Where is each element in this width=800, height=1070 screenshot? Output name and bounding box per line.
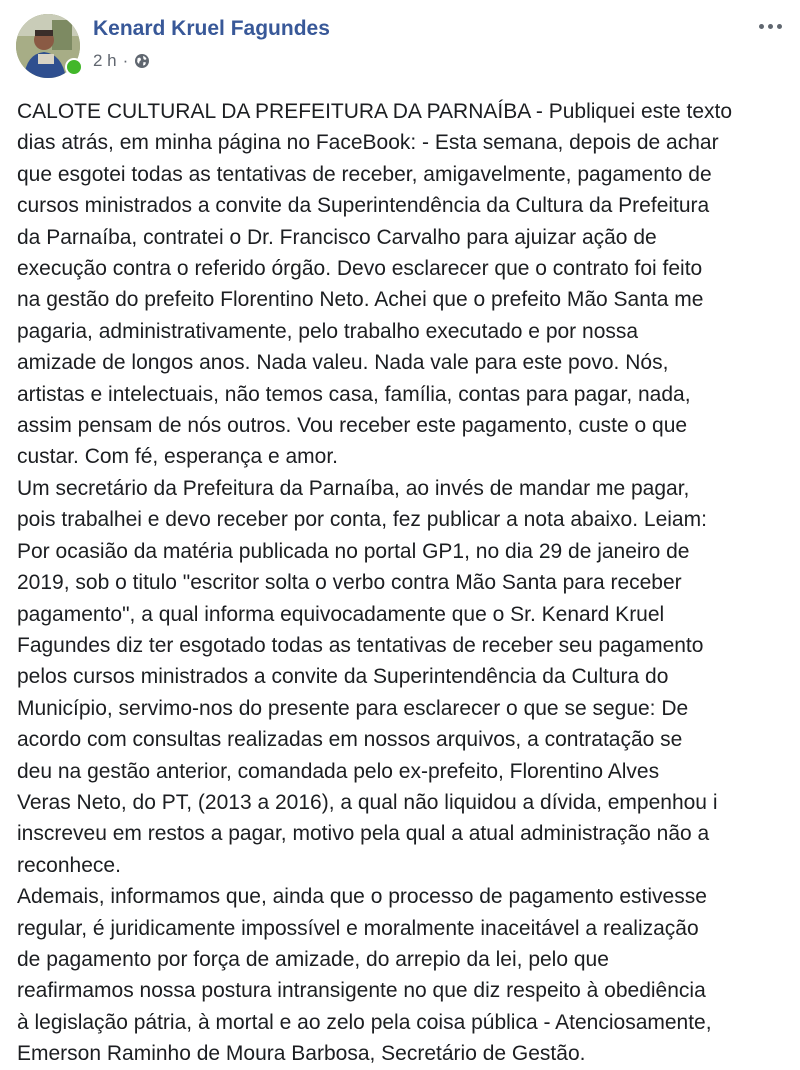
author-name[interactable]: Kenard Kruel Fagundes xyxy=(93,17,330,40)
post-text-line: à legislação pátria, à mortal e ao zelo pela coisa pública - Atenciosamente, xyxy=(17,1010,712,1034)
post-text xyxy=(17,96,785,1070)
post-text-line: deu na gestão anterior, comandada pelo ex-prefeito, Florentino Alves xyxy=(17,759,660,783)
globe-icon[interactable] xyxy=(134,53,150,69)
post-text-line: Ademais, informamos que, ainda que o processo de pagamento estivesse xyxy=(17,885,707,909)
post-text-line: execução contra o referido órgão. Devo esclarecer que o contrato foi feito xyxy=(17,257,703,281)
post-text-line: reafirmamos nossa postura intransigente no que diz respeito à obediência xyxy=(17,979,706,1003)
post-text-line: que esgotei todas as tentativas de receber, amigavelmente, pagamento de xyxy=(17,162,712,186)
post-text-line: na gestão do prefeito Florentino Neto. Achei que o prefeito Mão Santa me xyxy=(17,288,704,312)
post-text-line: Veras Neto, do PT, (2013 a 2016), a qual não liquidou a dívida, empenhou i xyxy=(17,790,718,814)
post-text-line: 2019, sob o titulo "escritor solta o verbo contra Mão Santa para receber xyxy=(17,571,682,595)
post-text-line: pagaria, administrativamente, pelo trabalho executado e por nossa xyxy=(17,319,639,343)
post-text-line: artistas e intelectuais, não temos casa, família, contas para pagar, nada, xyxy=(17,382,691,406)
post-text-line: acordo com consultas realizadas em nossos arquivos, a contratação se xyxy=(17,728,683,752)
post-text-line: pagamento", a qual informa equivocadamente que o Sr. Kenard Kruel xyxy=(17,602,665,626)
post-text-line: regular, é juridicamente impossível e moralmente inaceitável a realização xyxy=(17,916,699,940)
post-text-line: pelos cursos ministrados a convite da Superintendência da Cultura do xyxy=(17,665,669,689)
post-text-line: Fagundes diz ter esgotado todas as tentativas de receber seu pagamento xyxy=(17,633,704,657)
more-horizontal-icon xyxy=(759,24,782,29)
post-text-line: Município, servimo-nos do presente para esclarecer o que se segue: De xyxy=(17,696,689,720)
post-text-line: amizade de longos anos. Nada valeu. Nada vale para este povo. Nós, xyxy=(17,351,669,375)
post-text-line: Emerson Raminho de Moura Barbosa, Secretário de Gestão. xyxy=(17,1042,586,1066)
post-text-line: da Parnaíba, contratei o Dr. Francisco Carvalho para ajuizar ação de xyxy=(17,225,657,249)
online-status-dot xyxy=(65,58,83,76)
post-text-line: assim pensam de nós outros. Vou receber este pagamento, custe o que xyxy=(17,414,688,438)
meta-separator: · xyxy=(122,51,129,70)
post-text-line: dias atrás, em minha página no FaceBook: - Esta semana, depois de achar xyxy=(17,131,719,155)
post-text-line: CALOTE CULTURAL DA PREFEITURA DA PARNAÍBA - Publiquei este texto xyxy=(17,100,733,123)
post-header xyxy=(0,0,800,90)
post-text-line: cursos ministrados a convite da Superintendência da Cultura da Prefeitura xyxy=(17,194,710,218)
post-text-line: Por ocasião da matéria publicada no portal GP1, no dia 29 de janeiro de xyxy=(17,539,690,563)
more-options-button[interactable] xyxy=(754,12,786,40)
post-text-line: inscreveu em restos a pagar, motivo pela qual a atual administração não a xyxy=(17,822,710,846)
post-text-line: de pagamento por força de amizade, do arrepio da lei, pelo que xyxy=(17,947,609,971)
post-text-line: custar. Com fé, esperança e amor. xyxy=(17,445,338,469)
post-meta xyxy=(93,51,150,71)
post-text-line: pois trabalhei e devo receber por conta, fez publicar a nota abaixo. Leiam: xyxy=(17,508,707,532)
post-text-line: reconhece. xyxy=(17,853,121,877)
post-timestamp[interactable]: 2 h xyxy=(93,51,117,70)
post-text-line: Um secretário da Prefeitura da Parnaíba, ao invés de mandar me pagar, xyxy=(17,476,690,500)
